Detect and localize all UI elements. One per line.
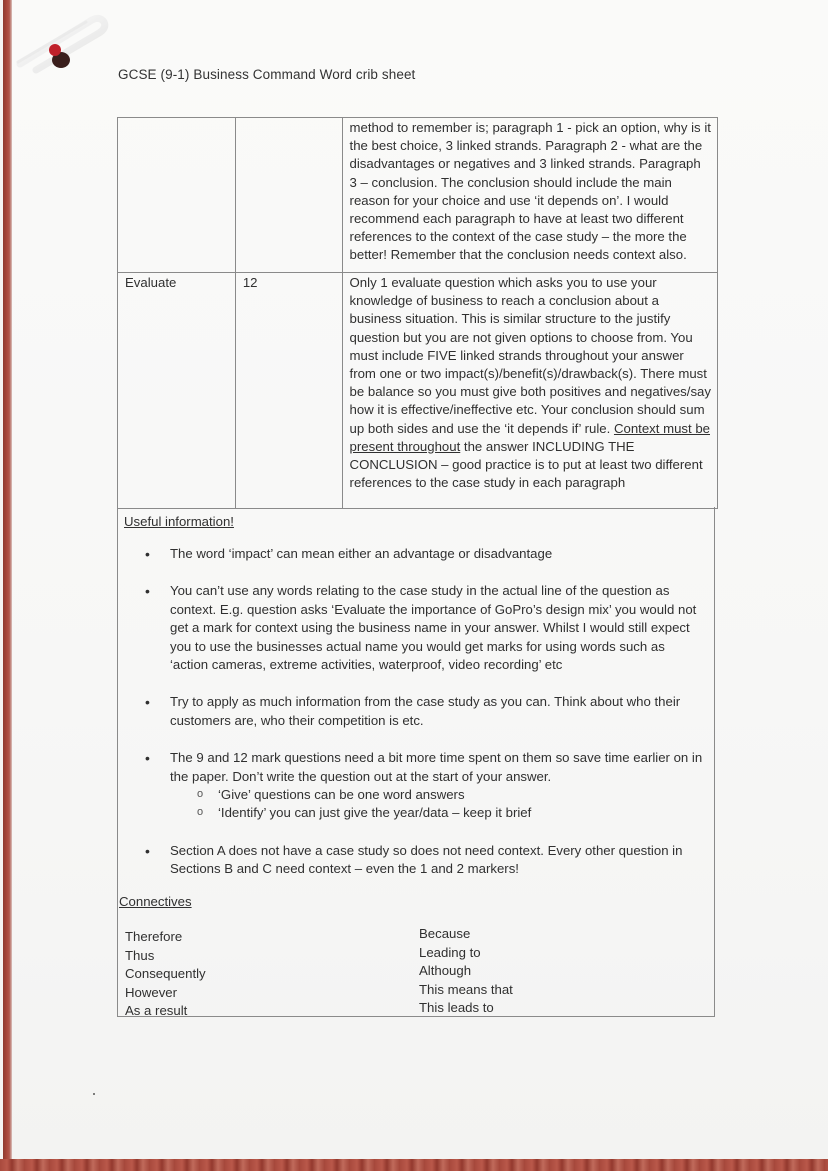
command-cell: Evaluate bbox=[118, 273, 236, 509]
list-item bbox=[118, 749, 716, 823]
table-row bbox=[118, 118, 718, 273]
connective-word: However bbox=[125, 984, 178, 1000]
marks-cell: 12 bbox=[235, 273, 342, 509]
sub-list bbox=[170, 786, 704, 823]
desk-edge-left bbox=[3, 0, 12, 1171]
list-item bbox=[118, 842, 716, 879]
sub-list-item: o ‘Give’ questions can be one word answers bbox=[170, 786, 704, 804]
connectives-heading: Connectives bbox=[119, 894, 192, 909]
connectives-left-column bbox=[125, 928, 206, 1021]
list-item bbox=[118, 582, 716, 674]
list-item bbox=[118, 693, 716, 730]
command-word-table bbox=[117, 117, 718, 509]
connective-word: Because bbox=[419, 926, 471, 941]
bullet-text: Try to apply as much information from the case study as you can. Think about who their customers are, who their competition is etc. bbox=[170, 694, 681, 728]
connective-word: This leads to bbox=[419, 1000, 494, 1015]
connective-word: This means that bbox=[419, 981, 513, 997]
guidance-cell bbox=[342, 273, 717, 509]
bullet-text: Section A does not have a case study so does not need context. Every other question in Sections B and C need context – even the 1 and 2 markers! bbox=[170, 842, 683, 877]
connective-word: As a result bbox=[125, 1003, 188, 1018]
useful-information-box bbox=[117, 507, 715, 1017]
connective-word: Consequently bbox=[125, 966, 206, 981]
bullet-text: The word ‘impact’ can mean either an advantage or disadvantage bbox=[170, 546, 553, 561]
document-title: GCSE (9-1) Business Command Word crib sheet bbox=[118, 67, 416, 82]
guidance-cell: method to remember is; paragraph 1 - pick an option, why is it the best choice, 3 linked strands. Paragraph 2 - what are the disadvantages or negatives and 3 linked strands. Paragraph 3 – conclusion. The conclusion should include the main reason for your choice and use ‘it depends on’. I would recommend each paragraph to have at least two different references to the context of the case study – the more the better! Remember that the conclusion needs context also. bbox=[342, 118, 717, 273]
bullet-text: You can’t use any words relating to the case study in the actual line of the question as context. E.g. question asks ‘Evaluate the importance of GoPro’s design mix’ you would not get a mark for context using the business name in your answer. Whilst I would still expect you to use the businesses actual name you would get marks for using words such as ‘action cameras, extreme activities, waterproof, video recording’ etc bbox=[170, 583, 697, 673]
useful-information-heading: Useful information! bbox=[124, 514, 234, 529]
bullet-text: The 9 and 12 mark questions need a bit more time spent on them so save time earlier on in the paper. Don’t write the question out at the start of your answer. bbox=[170, 750, 703, 784]
connective-word: Therefore bbox=[125, 929, 183, 944]
desk-edge-bottom bbox=[0, 1159, 828, 1171]
table-row bbox=[118, 273, 718, 509]
guidance-emphasis: Context must be present throughout bbox=[349, 420, 710, 454]
list-item bbox=[118, 545, 716, 563]
connective-word: Leading to bbox=[419, 944, 481, 960]
paperclip-icon bbox=[14, 12, 109, 74]
connectives-right-column bbox=[419, 925, 513, 1018]
sub-list-item: o ‘Identify’ you can just give the year/data – keep it brief bbox=[170, 804, 704, 822]
connective-word: Thus bbox=[125, 947, 155, 963]
ink-speck bbox=[93, 1093, 95, 1095]
marks-cell bbox=[235, 118, 342, 273]
guidance-text: the answer INCLUDING THE CONCLUSION – good practice is to put at least two different references to the case study in each paragraph bbox=[349, 438, 703, 491]
guidance-text: Only 1 evaluate question which asks you to use your knowledge of business to reach a conclusion about a business situation. This is similar structure to the justify question but you are not given options to choose from. You must include FIVE linked strands throughout your answer from one or two impact(s)/benefit(s)/drawback(s). There must be balance so you must give both positives and negatives/say how it is effective/ineffective etc. Your conclusion should sum up both sides and use the ‘it depends if’ rule. bbox=[349, 275, 711, 436]
command-cell bbox=[118, 118, 236, 273]
useful-information-list bbox=[118, 545, 716, 898]
connective-word: Although bbox=[419, 963, 472, 978]
